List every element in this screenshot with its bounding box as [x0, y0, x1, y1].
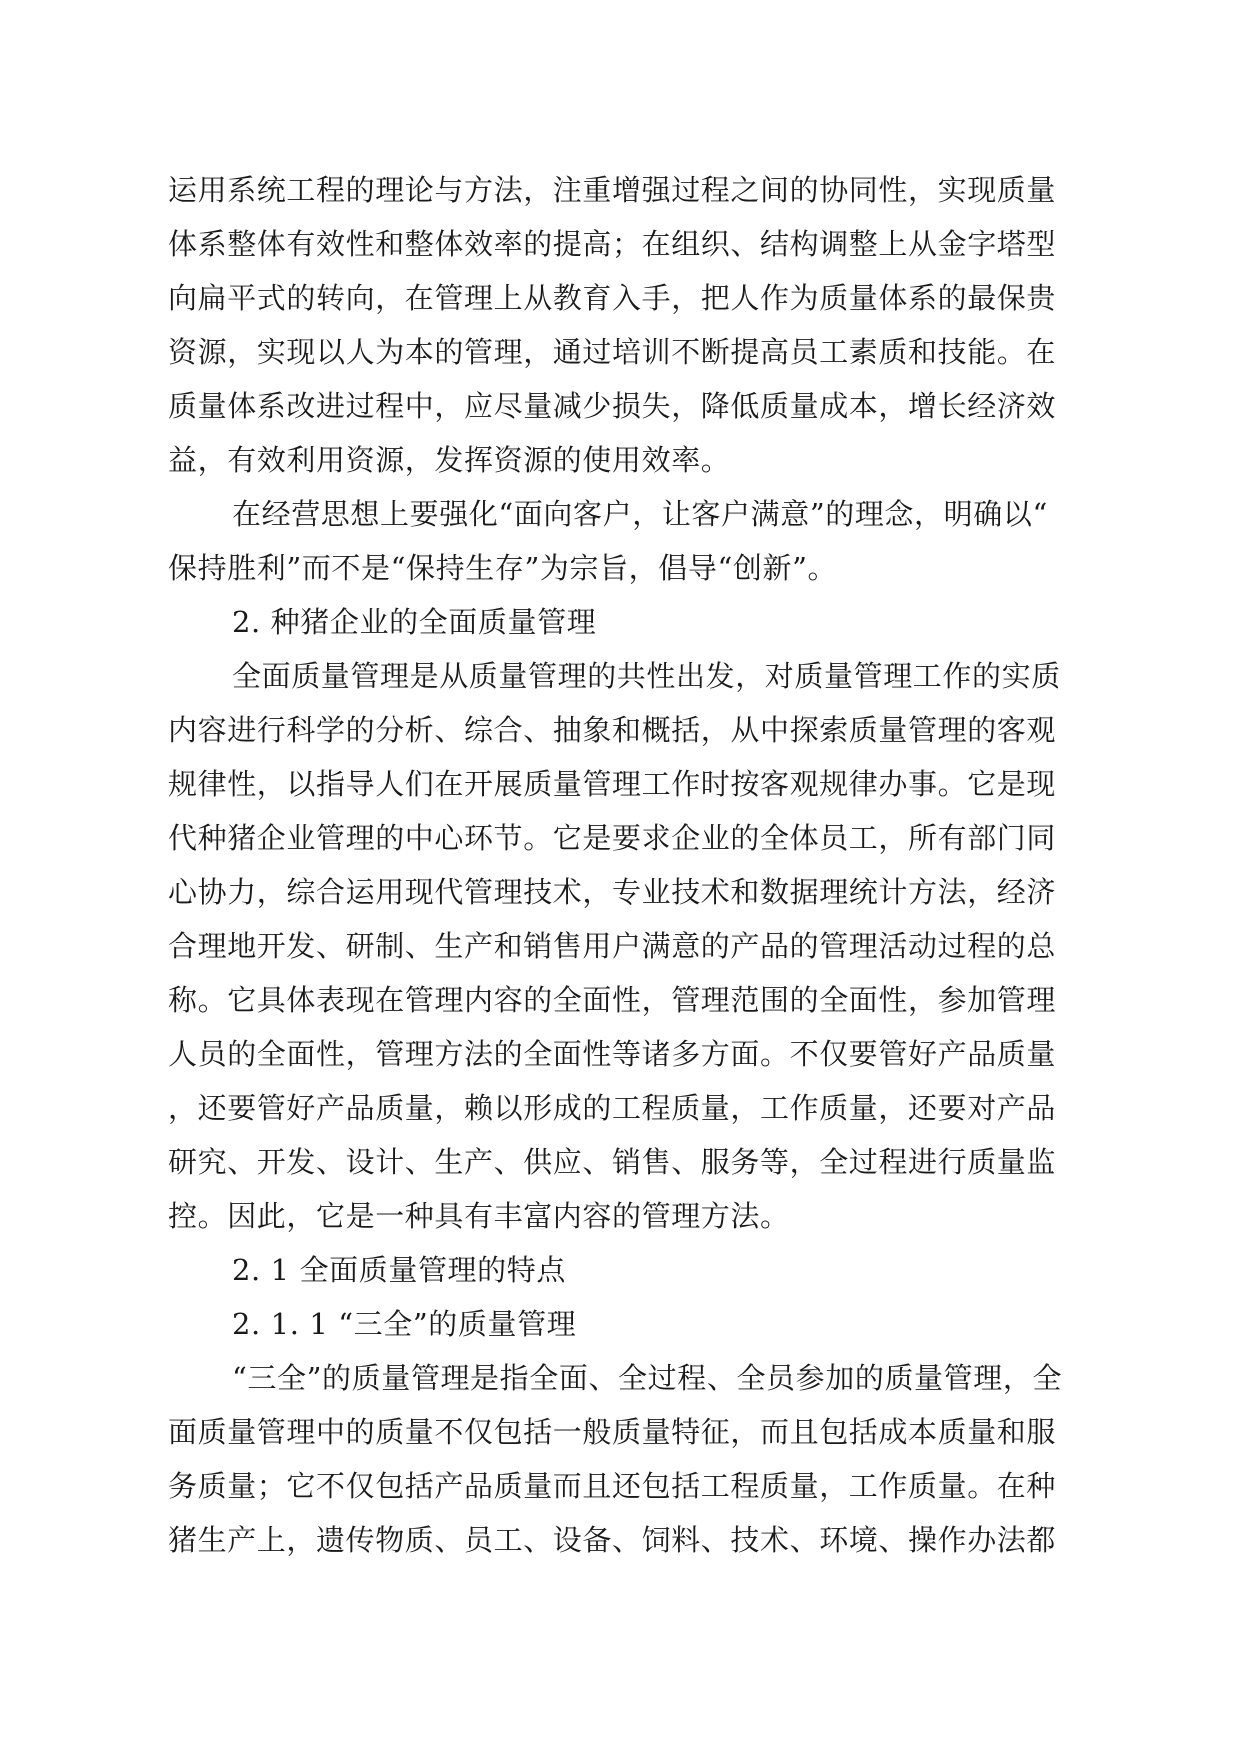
body-line: 人员的全面性，管理方法的全面性等诸多方面。不仅要管好产品质量	[168, 1037, 1057, 1071]
body-line: 务质量；它不仅包括产品质量而且还包括工程质量，工作质量。在种	[168, 1469, 1057, 1503]
body-line: 代种猪企业管理的中心环节。它是要求企业的全体员工，所有部门同	[168, 821, 1057, 855]
body-line: 保持胜利”而不是“保持生存”为宗旨，倡导“创新”。	[168, 551, 838, 585]
body-line: 规律性，以指导人们在开展质量管理工作时按客观规律办事。它是现	[168, 767, 1057, 801]
section-heading: 2. 种猪企业的全面质量管理	[232, 605, 597, 639]
body-line: 面质量管理中的质量不仅包括一般质量特征，而且包括成本质量和服	[168, 1415, 1057, 1449]
body-line: 资源，实现以人为本的管理，通过培训不断提高员工素质和技能。在	[168, 335, 1057, 369]
body-line: ，还要管好产品质量，赖以形成的工程质量，工作质量，还要对产品	[168, 1091, 1057, 1125]
body-line: 体系整体有效性和整体效率的提高；在组织、结构调整上从金字塔型	[168, 227, 1057, 261]
subsubsection-heading: 2. 1. 1 “三全”的质量管理	[232, 1307, 577, 1341]
body-line: 合理地开发、研制、生产和销售用户满意的产品的管理活动过程的总	[168, 929, 1057, 963]
body-line: 质量体系改进过程中，应尽量减少损失，降低质量成本，增长经济效	[168, 389, 1057, 423]
paragraph-first-line: “三全”的质量管理是指全面、全过程、全员参加的质量管理，全	[232, 1361, 1063, 1395]
subsection-heading: 2. 1 全面质量管理的特点	[232, 1253, 566, 1287]
paragraph-first-line: 在经营思想上要强化“面向客户，让客户满意”的理念，明确以“	[232, 497, 1048, 531]
body-line: 内容进行科学的分析、综合、抽象和概括，从中探索质量管理的客观	[168, 713, 1057, 747]
paragraph-first-line: 全面质量管理是从质量管理的共性出发，对质量管理工作的实质	[232, 659, 1061, 693]
body-line: 研究、开发、设计、生产、供应、销售、服务等，全过程进行质量监	[168, 1145, 1057, 1179]
body-line: 向扁平式的转向，在管理上从教育入手，把人作为质量体系的最保贵	[168, 281, 1057, 315]
body-line: 猪生产上，遗传物质、员工、设备、饲料、技术、环境、操作办法都	[168, 1523, 1057, 1557]
body-line: 心协力，综合运用现代管理技术，专业技术和数据理统计方法，经济	[168, 875, 1057, 909]
body-line: 益，有效利用资源，发挥资源的使用效率。	[168, 443, 731, 477]
body-line: 称。它具体表现在管理内容的全面性，管理范围的全面性，参加管理	[168, 983, 1057, 1017]
body-line: 控。因此，它是一种具有丰富内容的管理方法。	[168, 1199, 790, 1233]
body-line: 运用系统工程的理论与方法，注重增强过程之间的协同性，实现质量	[168, 173, 1057, 207]
